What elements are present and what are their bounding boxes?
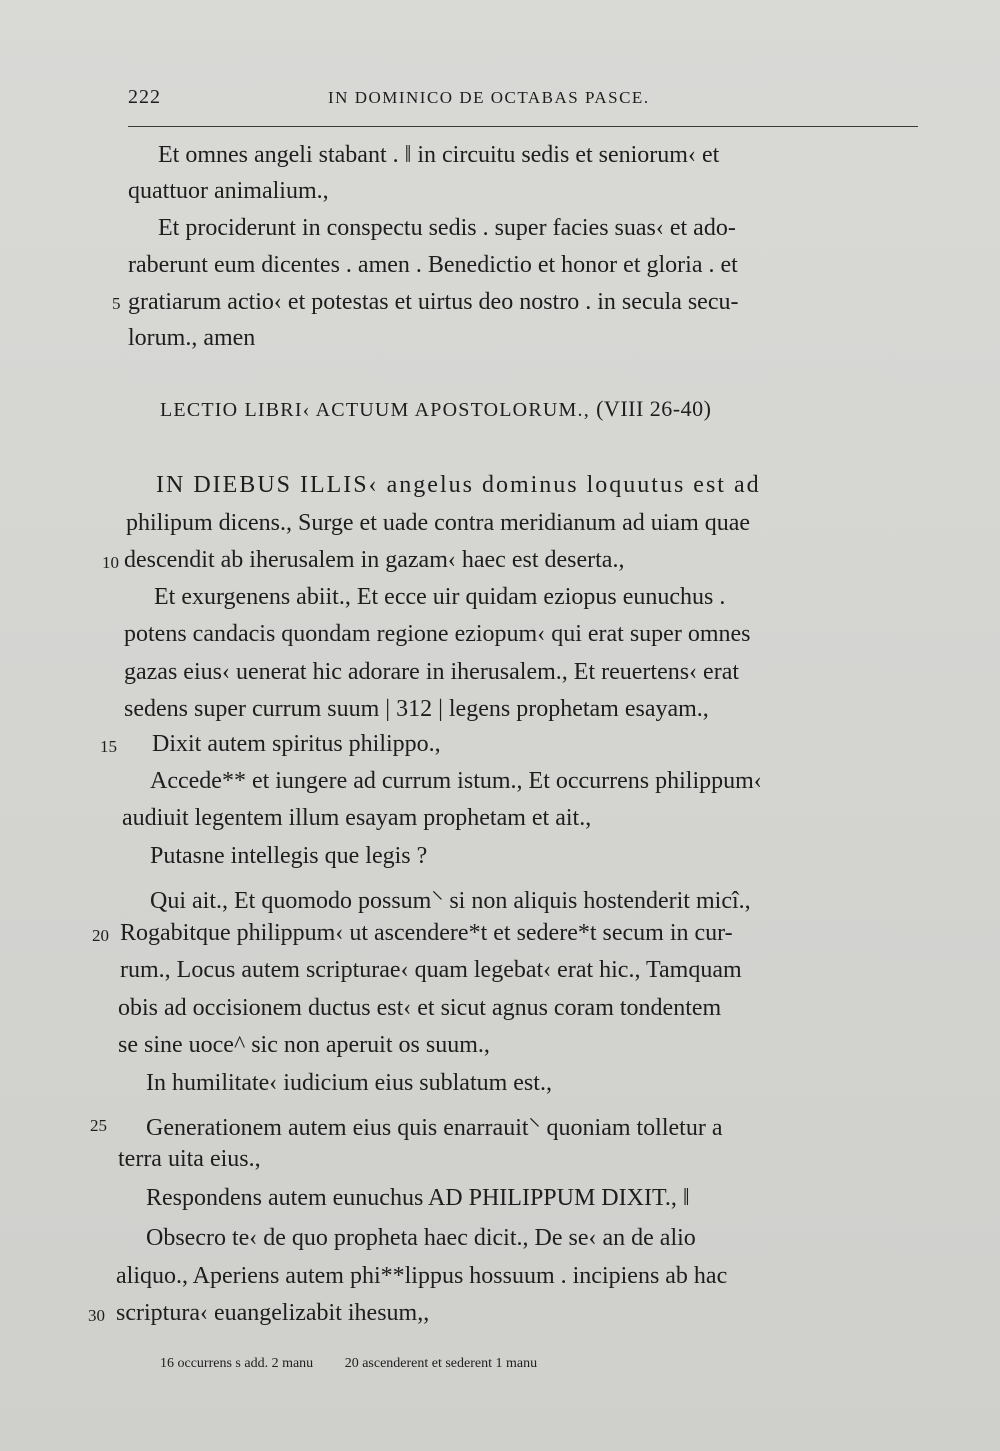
footnote: 16 occurrens s add. 2 manu xyxy=(160,1356,314,1371)
line-number: 10 xyxy=(102,553,119,572)
line-number: 30 xyxy=(88,1306,105,1325)
line-number: 25 xyxy=(90,1116,107,1135)
running-title: IN DOMINICO DE OCTABAS PASCE. xyxy=(328,88,650,107)
page-header xyxy=(128,86,918,116)
footnotes xyxy=(160,1356,565,1372)
book-page: 222 IN DOMINICO DE OCTABAS PASCE. Et omnes angeli stabant . ‖ in circuitu sedis et seniorum‹ et quattuor animalium., Et prociderunt in conspectu sedis . super facies suas‹ et ado- raberunt eum dicentes . amen . Benedictio et honor et gloria . et 5 gratiarum actio‹ et potestas et uirtus deo nostro . in secula secu- lorum., amen LECTIO LIBRI‹ ACTUUM APOSTOLORUM., (VIII 26-40) IN DIEBUS ILLIS‹ angelus dominus loquutus est ad philipum dicens., Surge et uade contra meridianum ad uiam quae 10 descendit ab iherusalem in gazam‹ haec est deserta., Et exurgenens abiit., Et ecce uir quidam eziopus eunuchus . potens candacis quondam regione eziopum‹ qui erat super omnes gazas eius‹ uenerat hic adorare in iherusalem., Et reuertens‹ erat sedens super currum suum | 312 | legens prophetam esayam., 15 Dixit autem spiritus philippo., Accede** et iungere ad currum istum., Et occurrens philippum‹ audiuit legentem illum esayam prophetam et ait., Putasne intellegis que legis ? Qui ait., Et quomodo possum⸌ si non aliquis hostenderit micî., 20 Rogabitque philippum‹ ut ascendere*t et sedere*t secum in cur- rum., Locus autem scripturae‹ quam legebat‹ erat hic., Tamquam obis ad occisionem ductus est‹ et sicut agnus coram tondentem se sine uoce^ sic non aperuit os suum., In humilitate‹ iudicium eius sublatum est., 25 Generationem autem eius quis enarrauit⸌ quoniam tolletur a terra uita eius., Respondens autem eunuchus AD PHILIPPUM DIXIT., ‖ Obsecro te‹ de quo propheta haec dicit., De se‹ an de alio aliquo., Aperiens autem phi**lippus hossuum . incipiens ab hac 30 scriptura‹ euangelizabit ihesum,, 16 occurrens s add. 2 manu 20 ascenderent et sederent 1 manu xyxy=(0,0,1000,1451)
heading-reference: (VIII 26-40) xyxy=(596,396,712,421)
page-number: 222 xyxy=(128,86,161,108)
lectio-heading xyxy=(160,396,711,422)
line-number: 20 xyxy=(92,926,109,945)
line-number: 5 xyxy=(112,294,121,313)
footnote: 20 ascenderent et sederent 1 manu xyxy=(344,1356,538,1371)
header-rule xyxy=(128,126,918,127)
line-number: 15 xyxy=(100,737,117,756)
heading-title: LECTIO LIBRI‹ ACTUUM APOSTOLORUM., xyxy=(160,399,590,421)
